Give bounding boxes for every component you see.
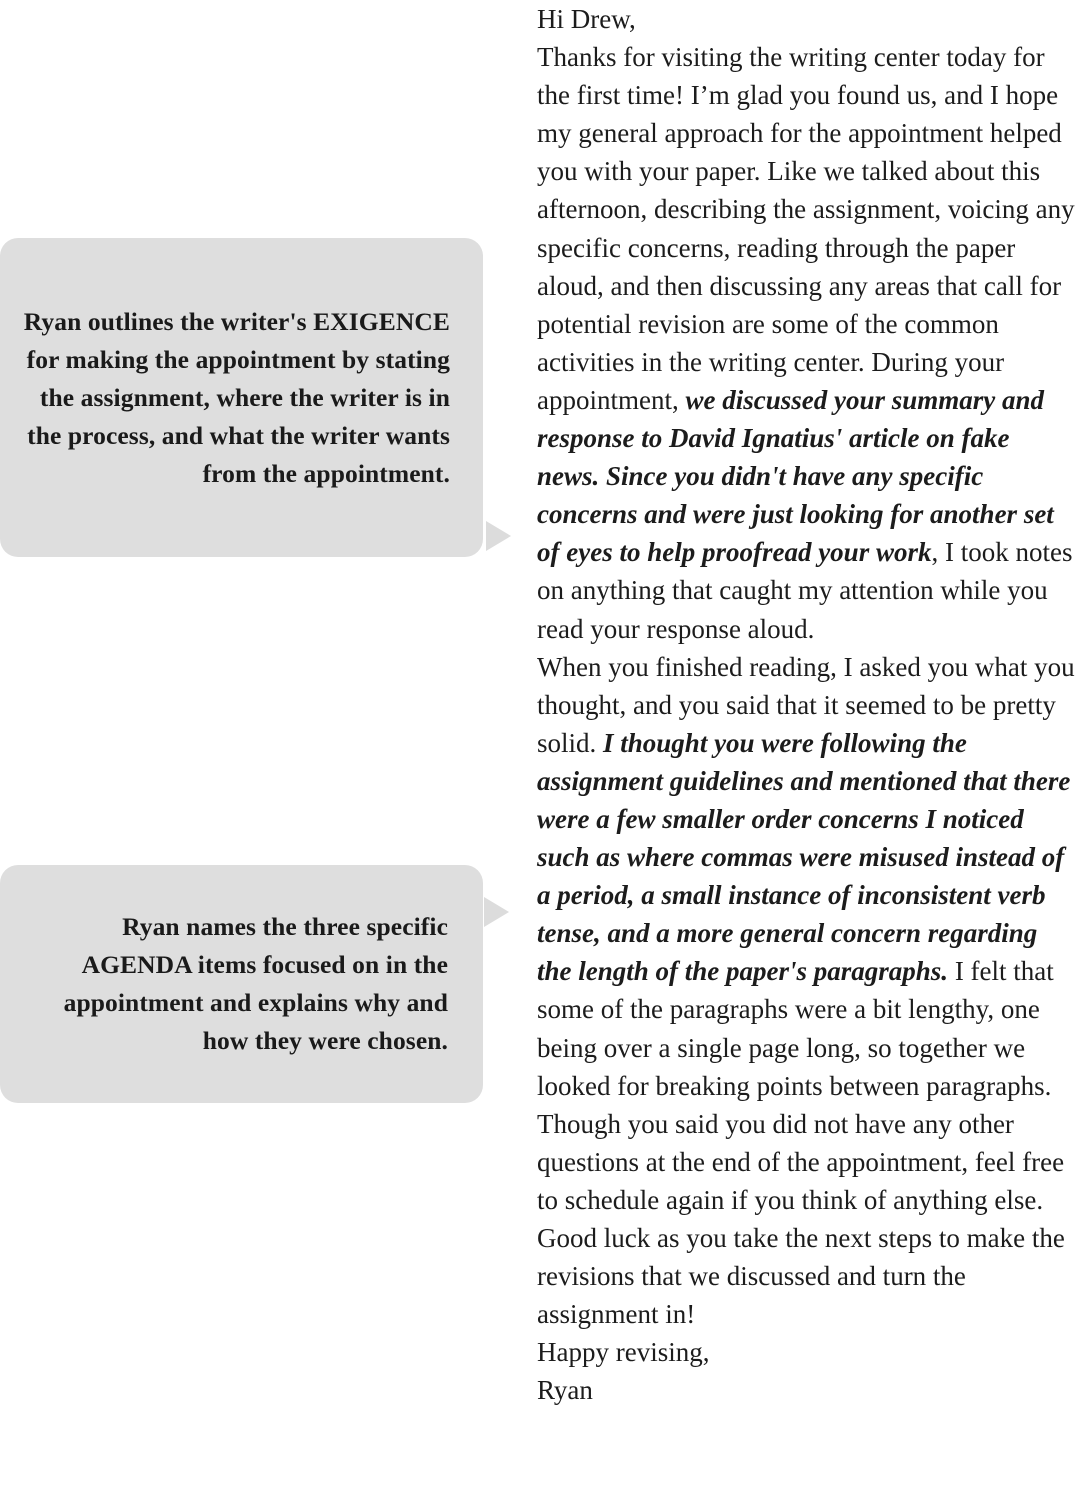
letter-body [537, 0, 1075, 1409]
paragraph-1-text-before-emphasis: Thanks for visiting the writing center today for the first time! I’m glad you found us, and I hope my general approach for the appointment helped you with your paper. Like we talked about this afternoon, describing the assignment, voicing any specific concerns, reading through the paper aloud, and then discussing any areas that call for potential revision are some of the common activities in the writing center. During your appointment, [537, 42, 1075, 415]
letter-greeting: Hi Drew, [537, 4, 636, 34]
callout-exigence-text: Ryan outlines the writer's EXIGENCE for making the appointment by stating the assignment, where the writer is in the process, and what the writer wants from the appointment. [23, 306, 450, 488]
right-triangle-arrow-icon [484, 897, 509, 927]
letter-paragraph-3: Though you said you did not have any other questions at the end of the appointment, feel free to schedule again if you think of anything else. Good luck as you take the next steps to make the revisions that we discussed and turn the assignment in! [537, 1108, 1065, 1330]
paragraph-2-text-before-emphasis: When you finished reading, I asked you what you thought, and you said that it seemed to be pretty solid. [537, 651, 1075, 758]
letter-paragraph-1 [537, 38, 1075, 648]
callout-agenda-text: Ryan names the three specific AGENDA items focused on in the appointment and explains why and how they were chosen. [63, 912, 448, 1055]
annotation-callout-column [0, 0, 520, 1490]
paragraph-1-emphasized-text: we discussed your summary and response to David Ignatius' article on fake news. Since you didn't have any specific concerns and were just looking for another set of eyes to help proofread your work [537, 384, 1054, 568]
letter-closing: Happy revising, [537, 1337, 710, 1368]
callout-agenda [0, 865, 483, 1103]
paragraph-2-text-after-emphasis: I felt that some of the paragraphs were a bit lengthy, one being over a single page long, so together we looked for breaking points between paragraphs. [537, 956, 1054, 1101]
letter-signature: Ryan [537, 1375, 593, 1406]
paragraph-1-text-after-emphasis: , I took notes on anything that caught my attention while you read your response aloud. [537, 537, 1073, 644]
right-triangle-arrow-icon [486, 521, 511, 551]
letter-paragraph-2 [537, 648, 1075, 1105]
paragraph-2-emphasized-text: I thought you were following the assignment guidelines and mentioned that there were a few smaller order concerns I noticed such as where commas were misused instead of a period, a small instance of inconsistent verb tense, and a more general concern regarding the length of the paper's paragraphs. [537, 727, 1071, 987]
callout-exigence [0, 238, 483, 557]
